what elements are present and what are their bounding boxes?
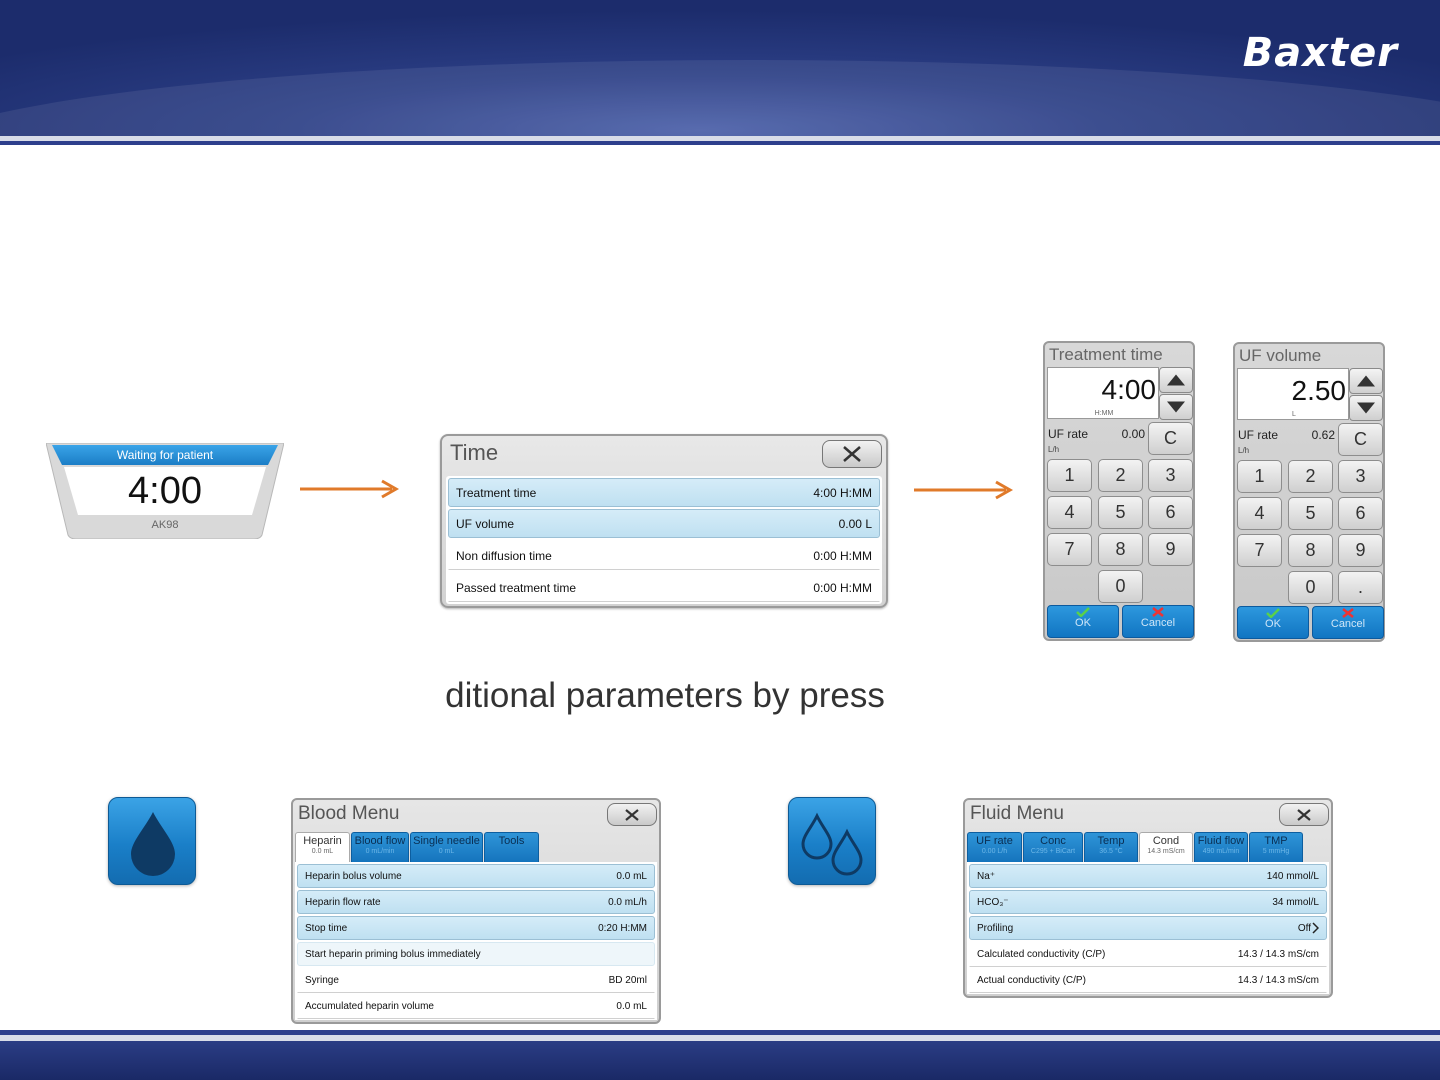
tab-label: Conc [1040,835,1066,847]
triangle-down-icon [1357,403,1375,414]
key-2[interactable]: 2 [1098,459,1143,492]
fluid-menu-tabs [967,832,1304,862]
key-8[interactable]: 8 [1288,534,1333,567]
key-4[interactable]: 4 [1237,497,1282,530]
arrow-right-icon [912,480,1016,500]
row-label: Start heparin priming bolus immediately [305,948,481,960]
time-row-passed [448,573,880,602]
row-label: Actual conductivity (C/P) [977,975,1086,986]
key-9[interactable]: 9 [1338,534,1383,567]
row-heparin-bolus[interactable] [297,864,655,888]
row-label: UF volume [456,516,515,531]
profiling-value-wrap [1298,922,1319,934]
time-rows [446,476,882,604]
tab-label: Heparin [303,835,342,847]
row-label: Syringe [305,975,339,986]
row-value: 0:00 H:MM [813,580,872,595]
time-close-button[interactable] [822,440,882,468]
tab-label: Fluid flow [1197,835,1245,847]
ok-button[interactable] [1237,606,1309,639]
time-panel-title: Time [450,440,499,465]
tab-label: Tools [498,835,525,847]
fluid-menu-title: Fluid Menu [970,803,1064,824]
key-7[interactable]: 7 [1237,534,1282,567]
tab-sub: 0 mL [438,848,455,855]
tab-label: Blood flow [354,835,406,847]
blood-menu-rows [295,862,657,1020]
tab-fluid-flow[interactable] [1194,832,1248,862]
key-5[interactable]: 5 [1098,496,1143,529]
triangle-down-icon [1167,402,1185,413]
tab-conc[interactable] [1023,832,1083,862]
tab-sub: 36.5 °C [1099,848,1123,855]
uf-rate-label: UF rate [1048,427,1089,441]
key-6[interactable]: 6 [1338,497,1383,530]
row-value: 0.0 mL [616,1001,647,1012]
keypad-value: 2.50 [1291,375,1346,406]
uf-rate-unit: L/h [1048,445,1060,454]
key-0[interactable]: 0 [1098,570,1143,603]
ok-label: OK [1075,617,1091,629]
triangle-up-icon [1357,376,1375,387]
arrow-right-icon [298,479,402,499]
decrement-button[interactable] [1159,394,1193,420]
row-value: 0.0 mL/h [608,896,647,908]
increment-button[interactable] [1159,367,1193,393]
row-value: 0:20 H:MM [598,922,647,934]
checkmark-icon [1076,607,1090,617]
row-label: Profiling [977,922,1014,934]
key-5[interactable]: 5 [1288,497,1333,530]
footer-banner [0,1041,1440,1080]
header-wave [0,60,1440,136]
row-value: 0:00 H:MM [813,548,872,563]
blood-menu-button[interactable] [108,797,196,885]
increment-button[interactable] [1349,368,1383,394]
keypad-title: UF volume [1239,346,1322,365]
row-calculated-conductivity [969,942,1327,967]
row-value: 140 mmol/L [1266,870,1319,882]
row-label: Treatment time [456,485,537,500]
chevron-right-icon [1312,922,1319,934]
tab-sub: 14.3 mS/cm [1147,848,1185,855]
uf-volume-keypad [1233,342,1385,642]
decrement-button[interactable] [1349,395,1383,421]
row-label: Heparin bolus volume [305,870,402,882]
cancel-label: Cancel [1140,617,1176,629]
badge-dialyzer: AK98 [151,519,179,531]
row-value: BD 20ml [608,975,647,986]
uf-rate-value: 0.00 [1121,427,1145,441]
row-value: 34 mmol/L [1272,896,1319,908]
row-priming-bolus[interactable] [297,942,655,966]
key-8[interactable]: 8 [1098,533,1143,566]
triangle-up-icon [1167,375,1185,386]
blood-drop-icon [109,798,197,886]
keypad-unit: L [1292,411,1296,418]
treatment-time-keypad [1043,341,1195,641]
tab-label: Cond [1152,835,1180,847]
tab-sub: 0 mL/min [365,848,395,855]
close-icon [1152,607,1164,617]
key-3[interactable]: 3 [1338,460,1383,493]
key-9[interactable]: 9 [1148,533,1193,566]
tab-sub: 0.0 mL [311,848,334,855]
tab-heparin[interactable] [295,832,350,862]
key-1[interactable]: 1 [1047,459,1092,492]
row-value: 0.00 L [838,516,872,531]
key-2[interactable]: 2 [1288,460,1333,493]
keypad-display [1237,368,1349,420]
tab-single-needle[interactable] [410,832,483,862]
keypad-title: Treatment time [1049,345,1163,364]
tab-label: Temp [1097,835,1125,847]
tab-sub: 5 mmHg [1262,848,1290,855]
blood-menu-close-button[interactable] [607,803,657,826]
blood-menu-tabs [295,832,540,862]
tab-label: TMP [1264,835,1288,847]
brand-logo: Baxter [1242,30,1398,76]
time-row-uf-volume[interactable] [448,509,880,538]
key-6[interactable]: 6 [1148,496,1193,529]
row-sodium[interactable] [969,864,1327,888]
key-clear[interactable]: C [1148,422,1193,455]
row-accumulated-heparin [297,994,655,1019]
tab-label: UF rate [976,835,1013,847]
row-label: Na⁺ [977,870,996,882]
row-profiling[interactable] [969,916,1327,940]
close-icon [1342,608,1354,618]
key-clear[interactable]: C [1338,423,1383,456]
tab-uf-rate[interactable] [967,832,1022,862]
tab-tools[interactable] [484,832,539,862]
slide-caption: ditional parameters by press [445,676,885,715]
keypad-display [1047,367,1159,419]
row-label: Heparin flow rate [305,896,381,908]
fluid-drops-icon [789,798,877,886]
fluid-menu-button[interactable] [788,797,876,885]
row-label: HCO₃⁻ [977,896,1009,908]
row-label: Calculated conductivity (C/P) [977,949,1106,960]
key-7[interactable]: 7 [1047,533,1092,566]
key-0[interactable]: 0 [1288,571,1333,604]
cancel-button[interactable] [1122,605,1194,638]
uf-rate-value: 0.62 [1311,428,1335,442]
tab-sub: 0.00 L/h [981,848,1008,855]
fluid-menu-panel [963,798,1333,998]
key-3[interactable]: 3 [1148,459,1193,492]
row-value: 0.0 mL [616,870,647,882]
header-banner [0,0,1440,136]
fluid-menu-rows [967,862,1329,994]
row-label: Stop time [305,922,348,934]
row-label: Non diffusion time [456,548,552,563]
tab-sub: C295 + BiCart [1030,848,1076,855]
tab-sub: 490 mL/min [1202,848,1240,855]
time-row-treatment[interactable] [448,478,880,507]
tab-label: Single needle [413,835,480,847]
close-icon [624,808,640,822]
row-heparin-flow[interactable] [297,890,655,914]
row-syringe [297,968,655,993]
row-stop-time[interactable] [297,916,655,940]
key-1[interactable]: 1 [1237,460,1282,493]
time-panel [440,434,888,608]
keypad-value: 4:00 [1101,374,1156,405]
tab-cond[interactable] [1139,832,1193,862]
ok-button[interactable] [1047,605,1119,638]
tab-temp[interactable] [1084,832,1138,862]
key-decimal[interactable]: . [1338,571,1383,604]
close-icon [842,445,862,463]
row-bicarbonate[interactable] [969,890,1327,914]
blood-menu-panel [291,798,661,1024]
row-label: Passed treatment time [456,580,577,595]
row-value: 14.3 / 14.3 mS/cm [1237,975,1319,986]
time-row-non-diffusion [448,541,880,570]
tab-tmp[interactable] [1249,832,1303,862]
uf-rate-label: UF rate [1238,428,1279,442]
keypad-unit: H:MM [1094,410,1114,417]
badge-time: 4:00 [128,470,202,512]
close-icon [1296,808,1312,822]
row-value: 4:00 H:MM [813,485,872,500]
row-label: Accumulated heparin volume [305,1001,434,1012]
checkmark-icon [1266,608,1280,618]
fluid-menu-close-button[interactable] [1279,803,1329,826]
header-divider-dark [0,141,1440,145]
row-actual-conductivity [969,968,1327,993]
tab-blood-flow[interactable] [351,832,409,862]
ok-label: OK [1265,618,1281,630]
row-value: Off [1297,922,1311,934]
blood-menu-title: Blood Menu [298,803,400,824]
treatment-timer-badge[interactable] [46,443,284,539]
uf-rate-unit: L/h [1238,446,1250,455]
cancel-label: Cancel [1330,618,1366,630]
badge-status-text: Waiting for patient [116,448,214,462]
row-value: 14.3 / 14.3 mS/cm [1237,949,1319,960]
key-4[interactable]: 4 [1047,496,1092,529]
cancel-button[interactable] [1312,606,1384,639]
